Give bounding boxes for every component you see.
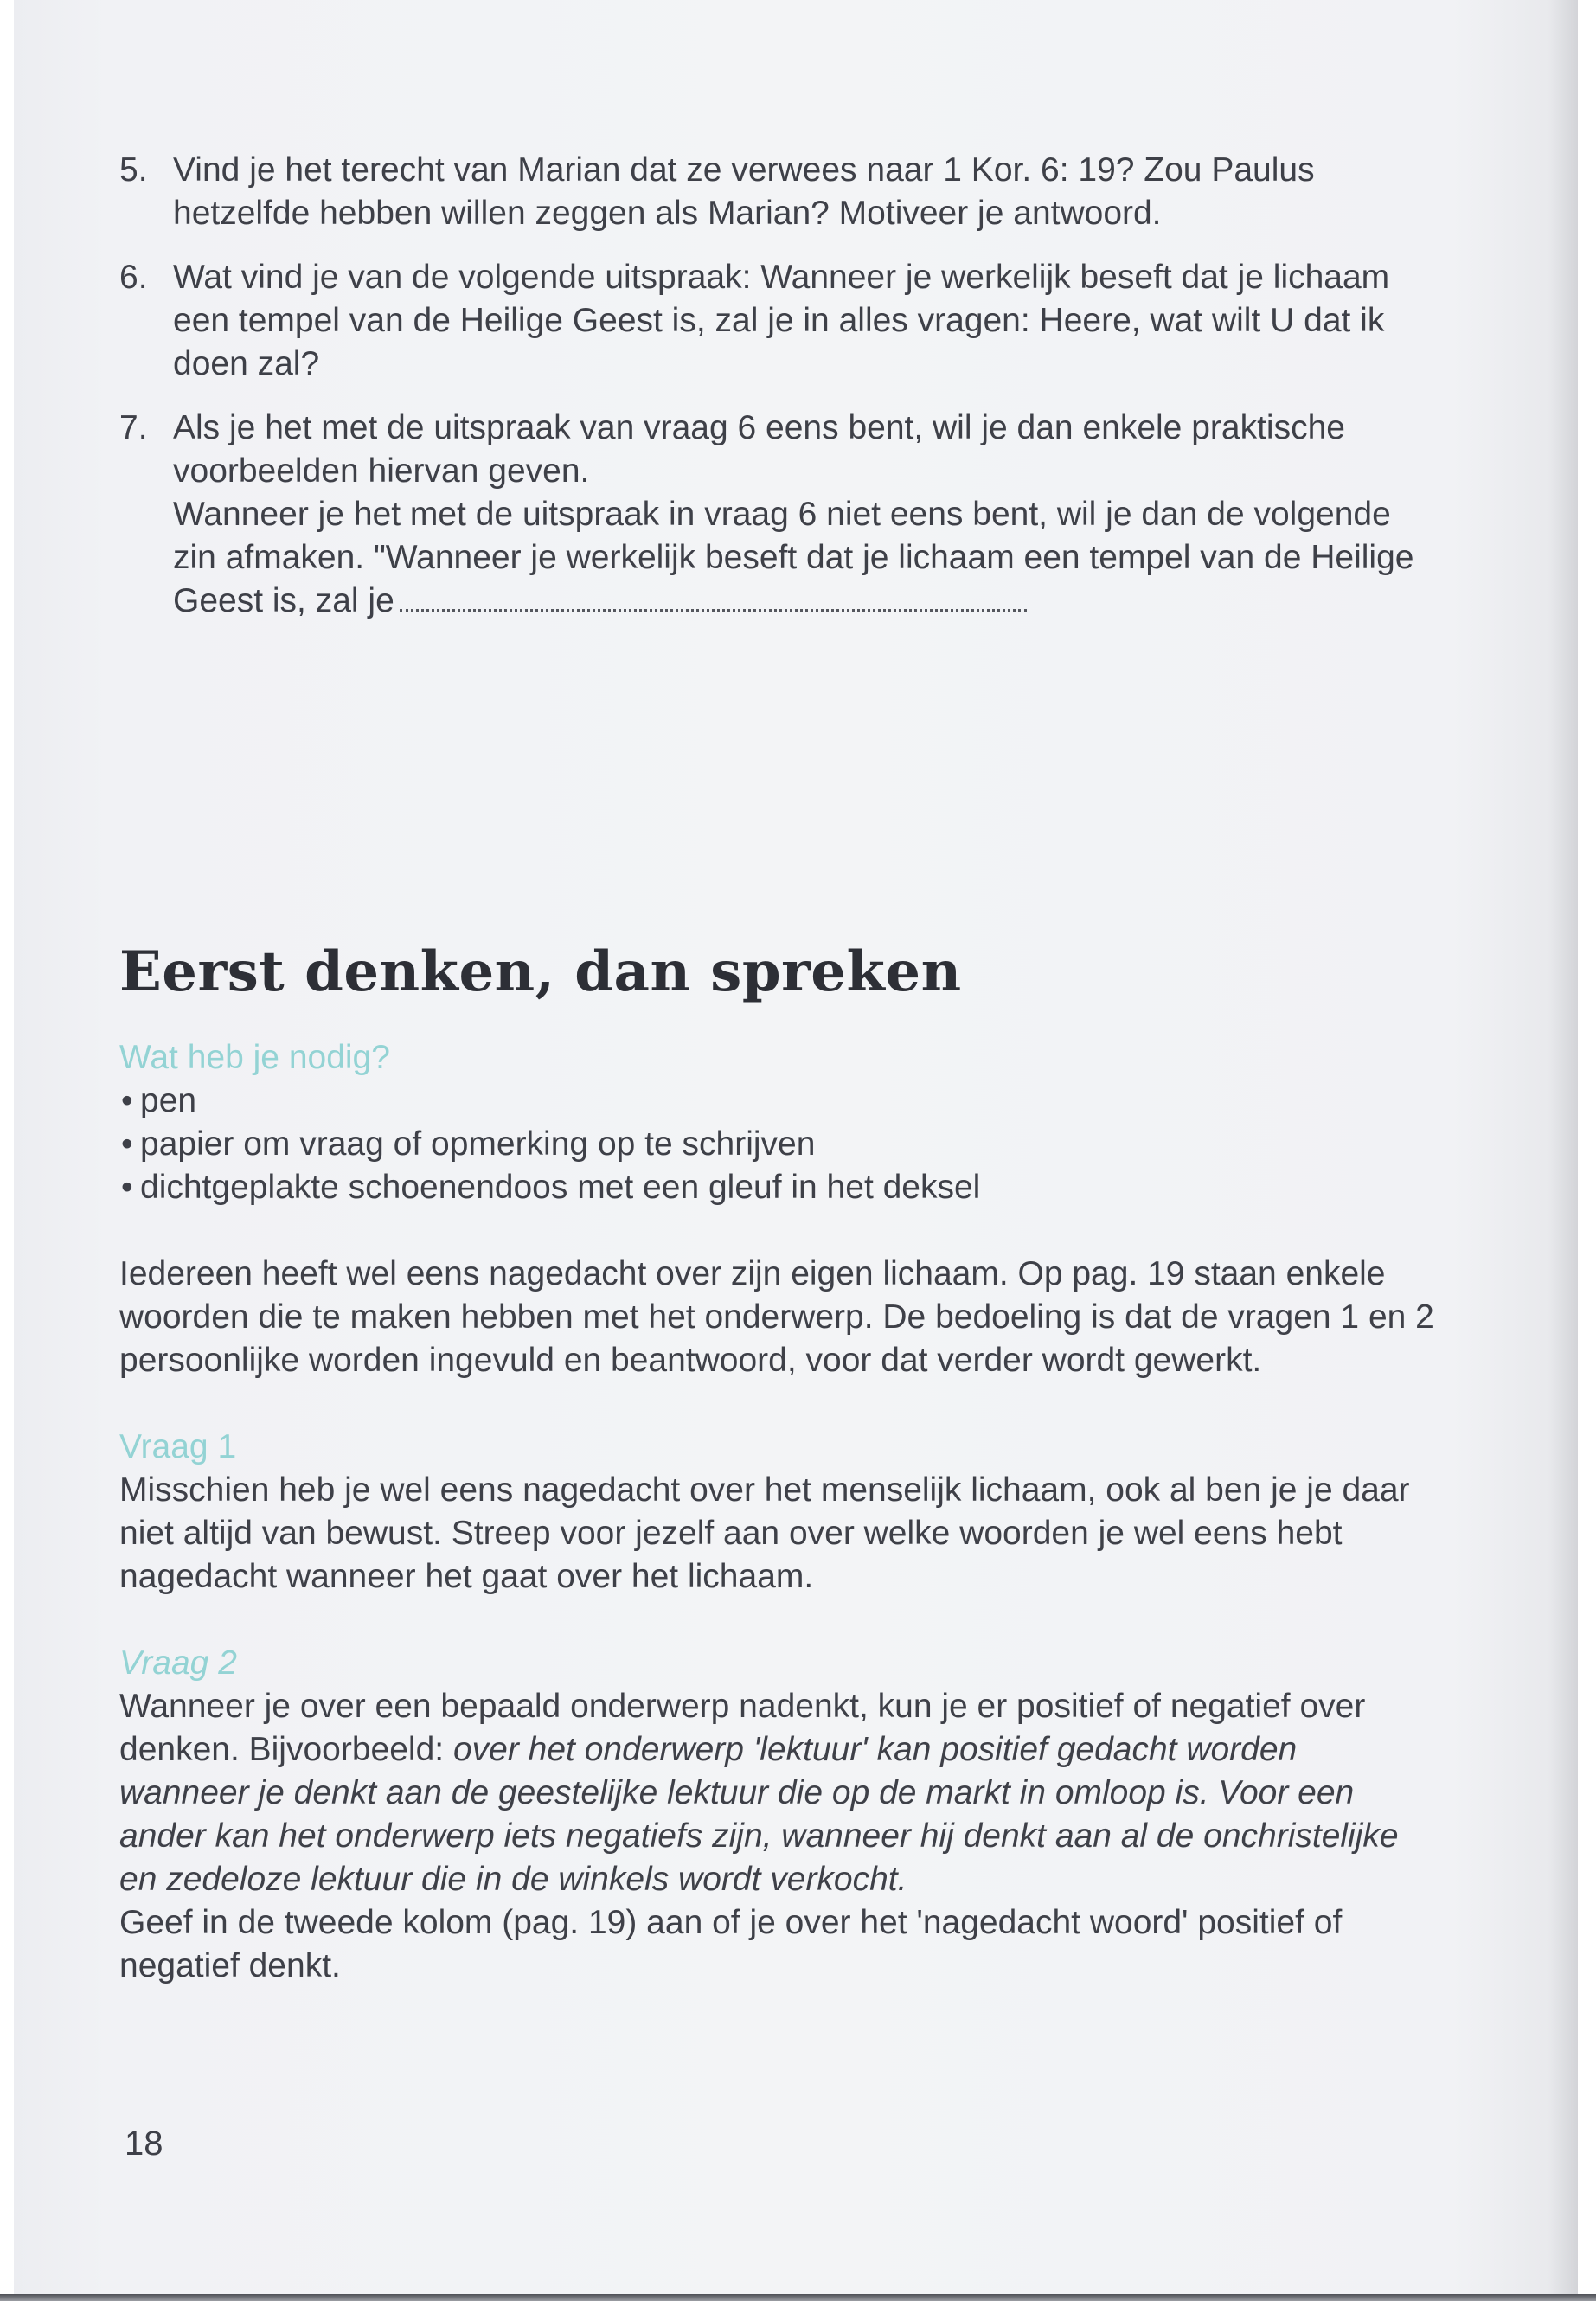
question-list — [119, 149, 1434, 623]
vraag2-paragraph — [119, 1685, 1434, 1901]
vraag2-heading: Vraag 2 — [119, 1644, 237, 1682]
question-text-2: Wanneer je het met de uitspraak in vraag 6 niet eens bent, wil je dan de volgende zin afmaken. "Wanneer je werkelijk beseft dat je lichaam een tempel van de Heilige Geest is, zal je — [173, 496, 1414, 619]
list-item: • papier om vraag of opmerking op te schrijven — [119, 1123, 1434, 1166]
needs-heading: Wat heb je nodig? — [119, 1039, 390, 1076]
materials-list — [119, 1080, 1434, 1209]
page-content — [119, 149, 1434, 1984]
question-text: Vind je het terecht van Marian dat ze verwees naar 1 Kor. 6: 19? Zou Paulus hetzelfde hebben willen zeggen als Marian? Motiveer je antwoord. — [173, 151, 1315, 232]
vraag2-text: Wanneer je over een bepaald onderwerp nadenkt, kun je er positief of negatief over denken. Bijvoorbeeld: — [119, 1688, 1366, 1768]
vraag1-text: Misschien heb je wel eens nagedacht over het menselijk lichaam, ook al ben je je daar niet altijd van bewust. Streep voor jezelf aan over welke woorden je wel eens hebt nagedacht wanneer het gaat over het lichaam. — [119, 1471, 1410, 1595]
intro-paragraph: Iedereen heeft wel eens nagedacht over zijn eigen lichaam. Op pag. 19 staan enkele woorden die te maken hebben met het onderwerp. De bedoeling is dat de vragen 1 en 2 persoonlijke worden ingevuld en beantwoord, voor dat verder wordt gewerkt. — [119, 1255, 1434, 1379]
list-item: • pen — [119, 1080, 1434, 1123]
vraag2-example: over het onderwerp 'lektuur' kan positief gedacht worden wanneer je denkt aan de geestelijke lektuur die op de markt in omloop is. Voor een ander kan het onderwerp iets negatiefs zijn, wanneer hij denkt aan al de onchristelijke en zedeloze lektuur die in de winkels wordt verkocht. — [119, 1731, 1399, 1898]
question-item — [119, 256, 1434, 386]
question-continuation — [173, 493, 1434, 623]
question-item — [119, 407, 1434, 623]
question-text: Als je het met de uitspraak van vraag 6 eens bent, wil je dan enkele praktische voorbeelden hiervan geven. — [173, 409, 1345, 490]
vraag1-heading: Vraag 1 — [119, 1428, 237, 1465]
question-number: 7. — [119, 409, 148, 446]
vraag2-block — [119, 1642, 1434, 1988]
page-bottom-edge — [0, 2294, 1596, 2301]
question-item — [119, 149, 1434, 235]
section-body — [119, 1036, 1434, 2031]
vraag2-instruction: Geef in de tweede kolom (pag. 19) aan of je over het 'nagedacht woord' positief of negatief denkt. — [119, 1904, 1343, 1984]
fill-in-blank — [400, 581, 1027, 612]
question-number: 6. — [119, 259, 148, 296]
question-number: 5. — [119, 151, 148, 189]
page-edge-shadow — [1548, 0, 1578, 2294]
page-number: 18 — [125, 2125, 163, 2163]
list-item: • dichtgeplakte schoenendoos met een gleuf in het deksel — [119, 1166, 1434, 1209]
section-title: Eerst denken, dan spreken — [119, 939, 962, 1004]
vraag1-block — [119, 1426, 1434, 1599]
question-text: Wat vind je van de volgende uitspraak: Wanneer je werkelijk beseft dat je lichaam een tempel van de Heilige Geest is, zal je in alles vragen: Heere, wat wilt U dat ik doen zal? — [173, 259, 1390, 382]
